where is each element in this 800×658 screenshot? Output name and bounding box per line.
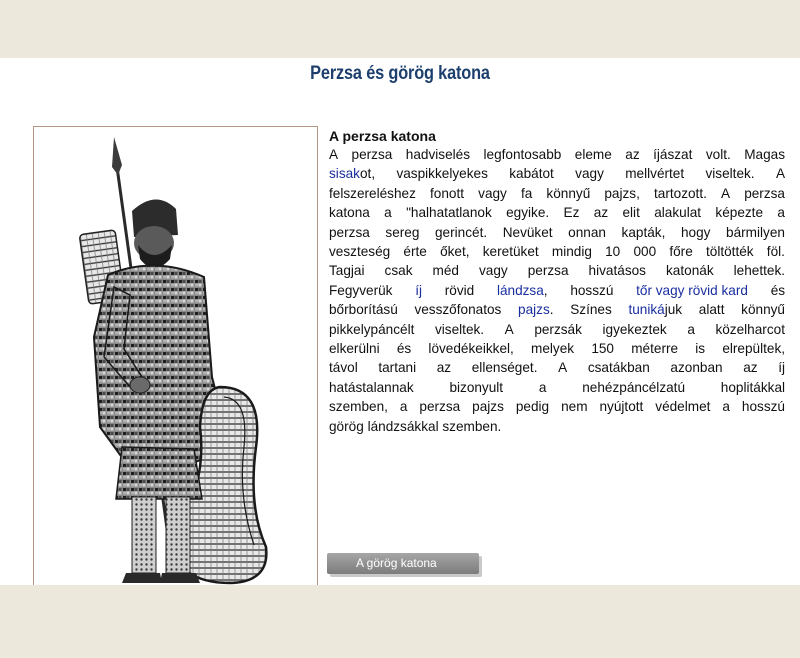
article-word xyxy=(532,184,546,203)
article-word: perzsa xyxy=(527,263,569,279)
article-word: is xyxy=(695,341,706,357)
article-word xyxy=(684,164,705,183)
article-word xyxy=(685,378,721,397)
persian-soldier-image xyxy=(33,126,318,585)
article-word xyxy=(723,358,744,377)
article-word xyxy=(592,242,605,261)
article-line xyxy=(329,320,785,339)
article-word xyxy=(358,358,379,377)
article-word: legfontosabb xyxy=(483,147,562,162)
article-word xyxy=(590,184,604,203)
article-word: Tagjai xyxy=(329,263,365,279)
article-word: felszereléshez xyxy=(329,185,416,201)
article-word xyxy=(487,223,503,242)
article-word xyxy=(665,223,681,242)
article-word: 150 xyxy=(591,341,614,357)
article-word: egyike. xyxy=(506,205,550,221)
article-word: perzsák xyxy=(534,321,582,337)
article-word: méterre xyxy=(631,341,679,357)
article-word xyxy=(567,358,588,377)
glossary-link[interactable]: lándzsa xyxy=(496,282,544,298)
article-word: a xyxy=(538,379,547,395)
article-word: görög xyxy=(329,418,364,434)
article-word xyxy=(470,242,483,261)
article-word: vesszőfonatos xyxy=(414,302,502,318)
article-word: alatt xyxy=(698,302,725,318)
article-word xyxy=(608,203,622,222)
article-word xyxy=(459,261,479,280)
article-word: a xyxy=(777,205,785,221)
article-body xyxy=(329,145,785,436)
article-word xyxy=(604,164,625,183)
article-word: volt. xyxy=(705,147,731,162)
article-word: vagy xyxy=(478,263,508,279)
article-line xyxy=(329,184,785,203)
article-word: közelharcot xyxy=(715,321,785,337)
article-word: íjászat xyxy=(653,147,693,162)
article-word: viseltek. xyxy=(705,166,755,182)
article-word xyxy=(724,300,741,319)
article-word: lehettek. xyxy=(733,263,786,279)
article-word: A xyxy=(775,166,786,182)
article-word xyxy=(413,261,433,280)
article-word: eleme xyxy=(574,147,612,162)
article-line xyxy=(329,203,785,222)
article-word: őket, xyxy=(440,244,470,260)
article-word: pajzs, xyxy=(604,185,640,201)
article-word: hadviselés xyxy=(405,147,471,162)
article-word xyxy=(693,242,706,261)
article-word xyxy=(470,145,483,164)
article-word xyxy=(553,223,569,242)
article-word xyxy=(710,223,726,242)
article-word xyxy=(650,358,671,377)
article-word xyxy=(501,300,518,319)
article-word xyxy=(574,339,591,358)
article-word: tartozott. xyxy=(654,185,707,201)
article-word: töltötték xyxy=(705,244,754,260)
article-word xyxy=(546,378,582,397)
article-line xyxy=(329,242,785,261)
article-word: vagy xyxy=(478,185,507,201)
article-word: Ez xyxy=(563,205,580,221)
article-word xyxy=(561,145,574,164)
article-word: veszteség xyxy=(329,244,391,260)
article-word: hoplitákkal xyxy=(720,379,786,395)
article-line xyxy=(329,223,785,242)
article-word: pikkelypáncélt xyxy=(329,321,415,337)
article-word xyxy=(474,281,497,300)
article-word: távol xyxy=(329,360,358,376)
article-word: csak xyxy=(384,263,413,279)
article-word: A xyxy=(721,185,731,201)
article-word: elit xyxy=(622,205,640,221)
article-word: hogy xyxy=(680,224,711,240)
article-line xyxy=(329,145,785,164)
article-word: katonák xyxy=(666,263,714,279)
article-word xyxy=(392,145,405,164)
article-word: a xyxy=(722,399,730,415)
article-word: lövedékeikkel, xyxy=(428,341,514,357)
article-word: hosszú xyxy=(570,282,614,298)
article-line xyxy=(329,261,785,280)
article-line xyxy=(329,397,785,416)
article-word: és xyxy=(396,341,412,357)
article-word xyxy=(414,378,450,397)
article-word xyxy=(392,281,415,300)
article-line xyxy=(329,358,785,377)
article-word xyxy=(755,164,776,183)
article-line xyxy=(329,378,785,397)
article-word xyxy=(504,397,516,416)
article-word xyxy=(388,397,400,416)
article-word: mindig xyxy=(551,244,592,260)
article-word xyxy=(554,164,575,183)
article-word: fonott xyxy=(430,185,465,201)
article-word xyxy=(588,397,600,416)
article-word: pajzs xyxy=(472,399,504,415)
article-line xyxy=(329,339,785,358)
article-word xyxy=(484,320,505,339)
article-word: sereg xyxy=(385,224,420,240)
article-word: könnyű xyxy=(741,302,785,318)
article-word xyxy=(613,281,636,300)
article-word: képezte xyxy=(715,205,764,221)
article-word xyxy=(460,397,472,416)
article-word: föl. xyxy=(766,244,785,260)
article-word xyxy=(612,145,625,164)
article-word xyxy=(375,164,396,183)
article-word: elrepültek, xyxy=(722,341,786,357)
article-word xyxy=(411,339,428,358)
article-word xyxy=(701,203,715,222)
article-word xyxy=(579,203,593,222)
next-page-button-label: A görög katona xyxy=(356,556,437,570)
article-word: gerincét. xyxy=(434,224,488,240)
article-word xyxy=(390,242,403,261)
article-word: méd xyxy=(432,263,459,279)
article-word xyxy=(730,184,744,203)
next-page-button[interactable] xyxy=(327,553,479,574)
article-word xyxy=(407,397,419,416)
article-word: "halhatatlanok xyxy=(406,205,492,221)
article-word xyxy=(640,145,653,164)
article-word xyxy=(464,184,478,203)
article-word: hivatásos xyxy=(588,263,646,279)
article-word xyxy=(748,281,771,300)
article-word xyxy=(549,203,563,222)
article-word: elkerülni xyxy=(329,341,380,357)
article-word xyxy=(705,339,722,358)
article-word: 10 xyxy=(605,244,621,260)
article-word xyxy=(640,184,654,203)
article-word xyxy=(514,320,535,339)
article-word: bármilyen xyxy=(726,224,785,240)
article-word: az xyxy=(436,360,452,376)
article-word xyxy=(508,261,528,280)
article-word xyxy=(754,242,767,261)
article-word xyxy=(758,358,779,377)
article-word xyxy=(338,145,351,164)
article-word: bizonyult xyxy=(449,379,504,395)
article-word xyxy=(503,378,539,397)
article-word xyxy=(365,261,385,280)
article-word: perzsa xyxy=(329,224,370,240)
article-word xyxy=(569,261,589,280)
article-word xyxy=(514,339,531,358)
article-line xyxy=(329,300,785,319)
article-word: juk xyxy=(664,302,683,318)
article-word: bőrborítású xyxy=(329,302,398,318)
article-word xyxy=(695,320,716,339)
glossary-link[interactable]: tuniká xyxy=(628,302,665,318)
article-word: alakulat xyxy=(654,205,702,221)
article-word: ellenséget. xyxy=(471,360,538,376)
article-word: igyekeztek xyxy=(602,321,667,337)
article-word xyxy=(640,203,654,222)
article-word: pedig xyxy=(515,399,550,415)
article-word: íj xyxy=(778,360,785,376)
article-word xyxy=(392,203,406,222)
article-word: A xyxy=(558,360,568,376)
article-word xyxy=(682,300,699,319)
article-word xyxy=(427,242,440,261)
article-word: tartani xyxy=(378,360,417,376)
article-word xyxy=(416,184,430,203)
article-word xyxy=(422,281,445,300)
article-word xyxy=(614,339,631,358)
article-word xyxy=(714,261,734,280)
article-word xyxy=(398,300,415,319)
article-word xyxy=(488,164,509,183)
article-word: keretüket xyxy=(482,244,539,260)
article-word: könnyű xyxy=(546,185,591,201)
article-word: kabátot xyxy=(509,166,554,182)
article-word xyxy=(419,223,435,242)
article-line xyxy=(329,417,785,436)
article-word: , xyxy=(543,282,548,298)
article-word xyxy=(678,339,695,358)
article-word: érte xyxy=(403,244,427,260)
glossary-link[interactable]: íj xyxy=(415,282,422,298)
article-word: hosszú xyxy=(741,399,785,415)
article-word: A xyxy=(329,147,339,162)
article-word: az xyxy=(743,360,758,376)
article-word xyxy=(370,223,386,242)
article-word: 000 xyxy=(633,244,657,260)
top-margin-band xyxy=(0,0,800,58)
page-title: Perzsa és görög katona xyxy=(310,63,490,84)
article-word xyxy=(707,184,721,203)
article-word xyxy=(582,320,603,339)
article-word xyxy=(451,358,472,377)
article-word: Színes xyxy=(570,302,612,318)
article-heading: A perzsa katona xyxy=(329,128,436,144)
article-word xyxy=(606,223,622,242)
glossary-link[interactable]: pajzs xyxy=(518,302,550,318)
article-word: vaspikkelyekes xyxy=(396,166,488,182)
article-word: a xyxy=(687,321,695,337)
article-word: perzsa xyxy=(744,185,785,201)
article-word: mellvértet xyxy=(625,166,685,182)
article-word xyxy=(416,358,437,377)
article-word xyxy=(548,281,571,300)
article-word: csatákban xyxy=(587,360,650,376)
article-word xyxy=(370,203,384,222)
article-word: nyújtott xyxy=(599,399,644,415)
article-word xyxy=(646,261,666,280)
article-word: katona xyxy=(329,205,370,221)
article-word: a xyxy=(399,399,408,415)
article-word: és xyxy=(770,282,786,298)
article-word: nem xyxy=(561,399,588,415)
article-word xyxy=(643,397,655,416)
article-word xyxy=(620,242,633,261)
article-word xyxy=(612,300,629,319)
article-word: A xyxy=(504,321,514,337)
article-word: az xyxy=(593,205,609,221)
article-word: főre xyxy=(669,244,693,260)
article-word: nehézpáncélzatú xyxy=(582,379,686,395)
article-word xyxy=(730,397,742,416)
article-line xyxy=(329,281,785,300)
article-word xyxy=(554,300,571,319)
article-word: vagy xyxy=(575,166,604,182)
article-word xyxy=(763,203,777,222)
article-word xyxy=(731,145,744,164)
article-word xyxy=(538,358,559,377)
article-line xyxy=(329,164,785,183)
article-word: hatástalannak xyxy=(329,379,414,395)
article-word xyxy=(667,320,688,339)
article-word: védelmet xyxy=(655,399,711,415)
article-word: fa xyxy=(520,185,533,201)
bottom-margin-band xyxy=(0,585,800,658)
article-word xyxy=(507,184,521,203)
article-word: . xyxy=(549,302,554,318)
article-text xyxy=(329,127,785,436)
article-word: szemben. xyxy=(442,418,502,434)
article-word: perzsa xyxy=(351,147,393,162)
article-word: a xyxy=(384,205,392,221)
article-word: melyek xyxy=(531,341,575,357)
article-word xyxy=(492,203,506,222)
article-word: Magas xyxy=(744,147,786,162)
article-word xyxy=(549,397,561,416)
article-word: azonban xyxy=(670,360,723,376)
article-word: kapták, xyxy=(621,224,666,240)
article-word xyxy=(692,145,705,164)
glossary-link[interactable]: sisak xyxy=(329,166,360,182)
article-word: rövid xyxy=(444,282,475,298)
article-word xyxy=(380,339,397,358)
article-word: ot, xyxy=(359,166,376,182)
article-word xyxy=(656,242,669,261)
article-word: perzsa xyxy=(419,399,461,415)
article-word xyxy=(710,397,722,416)
article-word: Fegyverük xyxy=(329,282,393,298)
article-word: szemben, xyxy=(329,399,388,415)
article-word xyxy=(414,320,435,339)
glossary-link[interactable]: tőr vagy rövid kard xyxy=(636,282,748,298)
article-word: lándzsákkal xyxy=(367,418,439,434)
article-word xyxy=(539,242,552,261)
article-word: viseltek. xyxy=(434,321,485,337)
article-word: az xyxy=(625,147,640,162)
article-word: Nevüket xyxy=(502,224,553,240)
article-word: onnan xyxy=(568,224,606,240)
